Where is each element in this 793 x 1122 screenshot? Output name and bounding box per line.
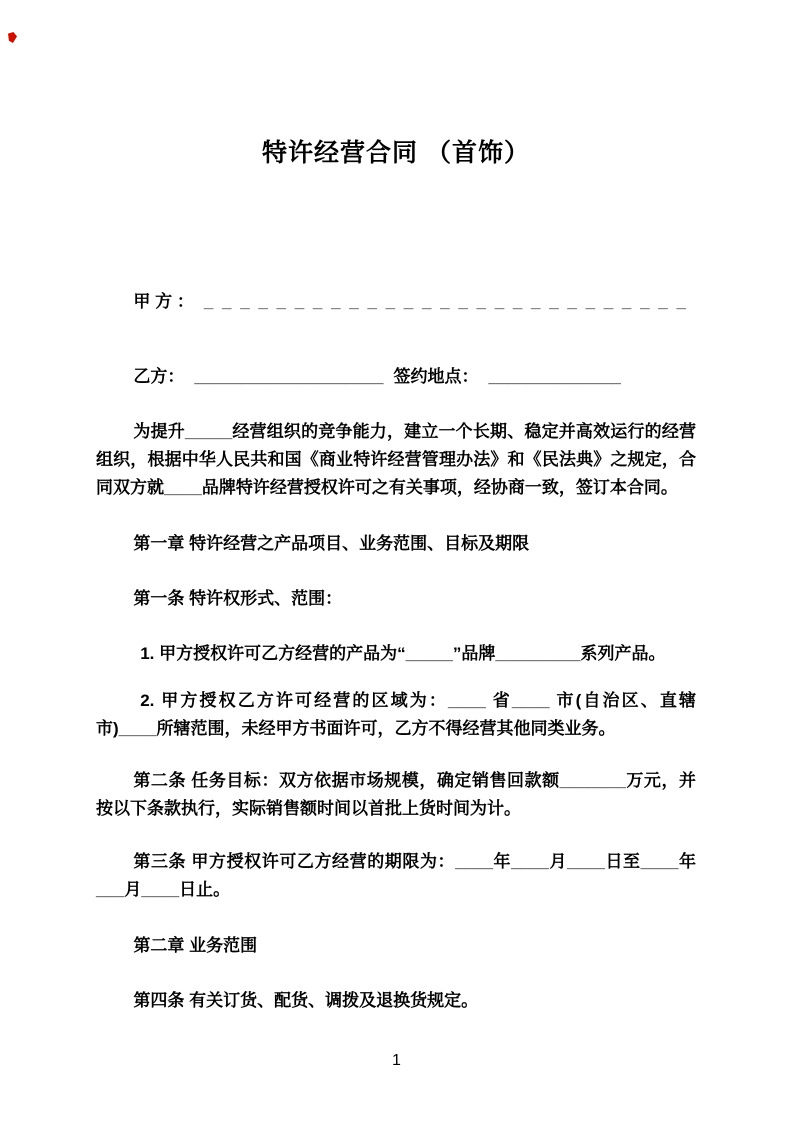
- chapter-2-heading: 第二章 业务范围: [133, 936, 258, 955]
- article-1-item-1: 1. 甲方授权许可乙方经营的产品为“_____”品牌_________系列产品。: [140, 644, 666, 663]
- page-title: 特许经营合同 （首饰）: [262, 139, 530, 167]
- party-a-line: [96, 288, 696, 316]
- preamble-paragraph: 为提升_____经营组织的竞争能力，建立一个长期、稳定并高效运行的经营组织，根据中华人民共和国《商业特许经营管理办法》和《民法典》之规定，合同双方就____品牌特许经营授权许可之有关事项，经协商一致，签订本合同。: [96, 422, 696, 497]
- article-1-item-2: 2. 甲方授权乙方许可经营的区域为：____ 省____ 市(自治区、直辖市)____所辖范围，未经甲方书面许可，乙方不得经营其他同类业务。: [96, 691, 696, 738]
- article-2-paragraph: 第二条 任务目标：双方依据市场规模，确定销售回款额_______万元，并按以下条款执行，实际销售额时间以首批上货时间为计。: [96, 771, 696, 818]
- article-4-heading: 第四条 有关订货、配货、调拨及退换货规定。: [133, 991, 479, 1010]
- party-b-line: [96, 363, 696, 391]
- page-number: 1: [392, 1052, 401, 1069]
- party-a-blank-field: _ _ _ _ _ _ _ _ _ _ _ _ _ _ _ _ _ _ _ _ _ _ _ _ _ _ _: [203, 292, 688, 311]
- party-b-blank-field: ____________________: [194, 367, 384, 386]
- article-3-paragraph: 第三条 甲方授权许可乙方经营的期限为：____年____月____日至____年___月____日止。: [96, 852, 696, 899]
- party-a-label: 甲 方 ：: [133, 292, 194, 311]
- signing-place-blank-field: ______________: [488, 367, 621, 386]
- chapter-1-heading: 第一章 特许经营之产品项目、业务范围、目标及期限: [133, 534, 530, 553]
- red-artifact-mark: [8, 32, 17, 43]
- signing-place-label: 签约地点：: [393, 367, 479, 386]
- party-b-label: 乙方：: [133, 367, 185, 386]
- article-1-heading: 第一条 特许权形式、范围：: [133, 589, 343, 608]
